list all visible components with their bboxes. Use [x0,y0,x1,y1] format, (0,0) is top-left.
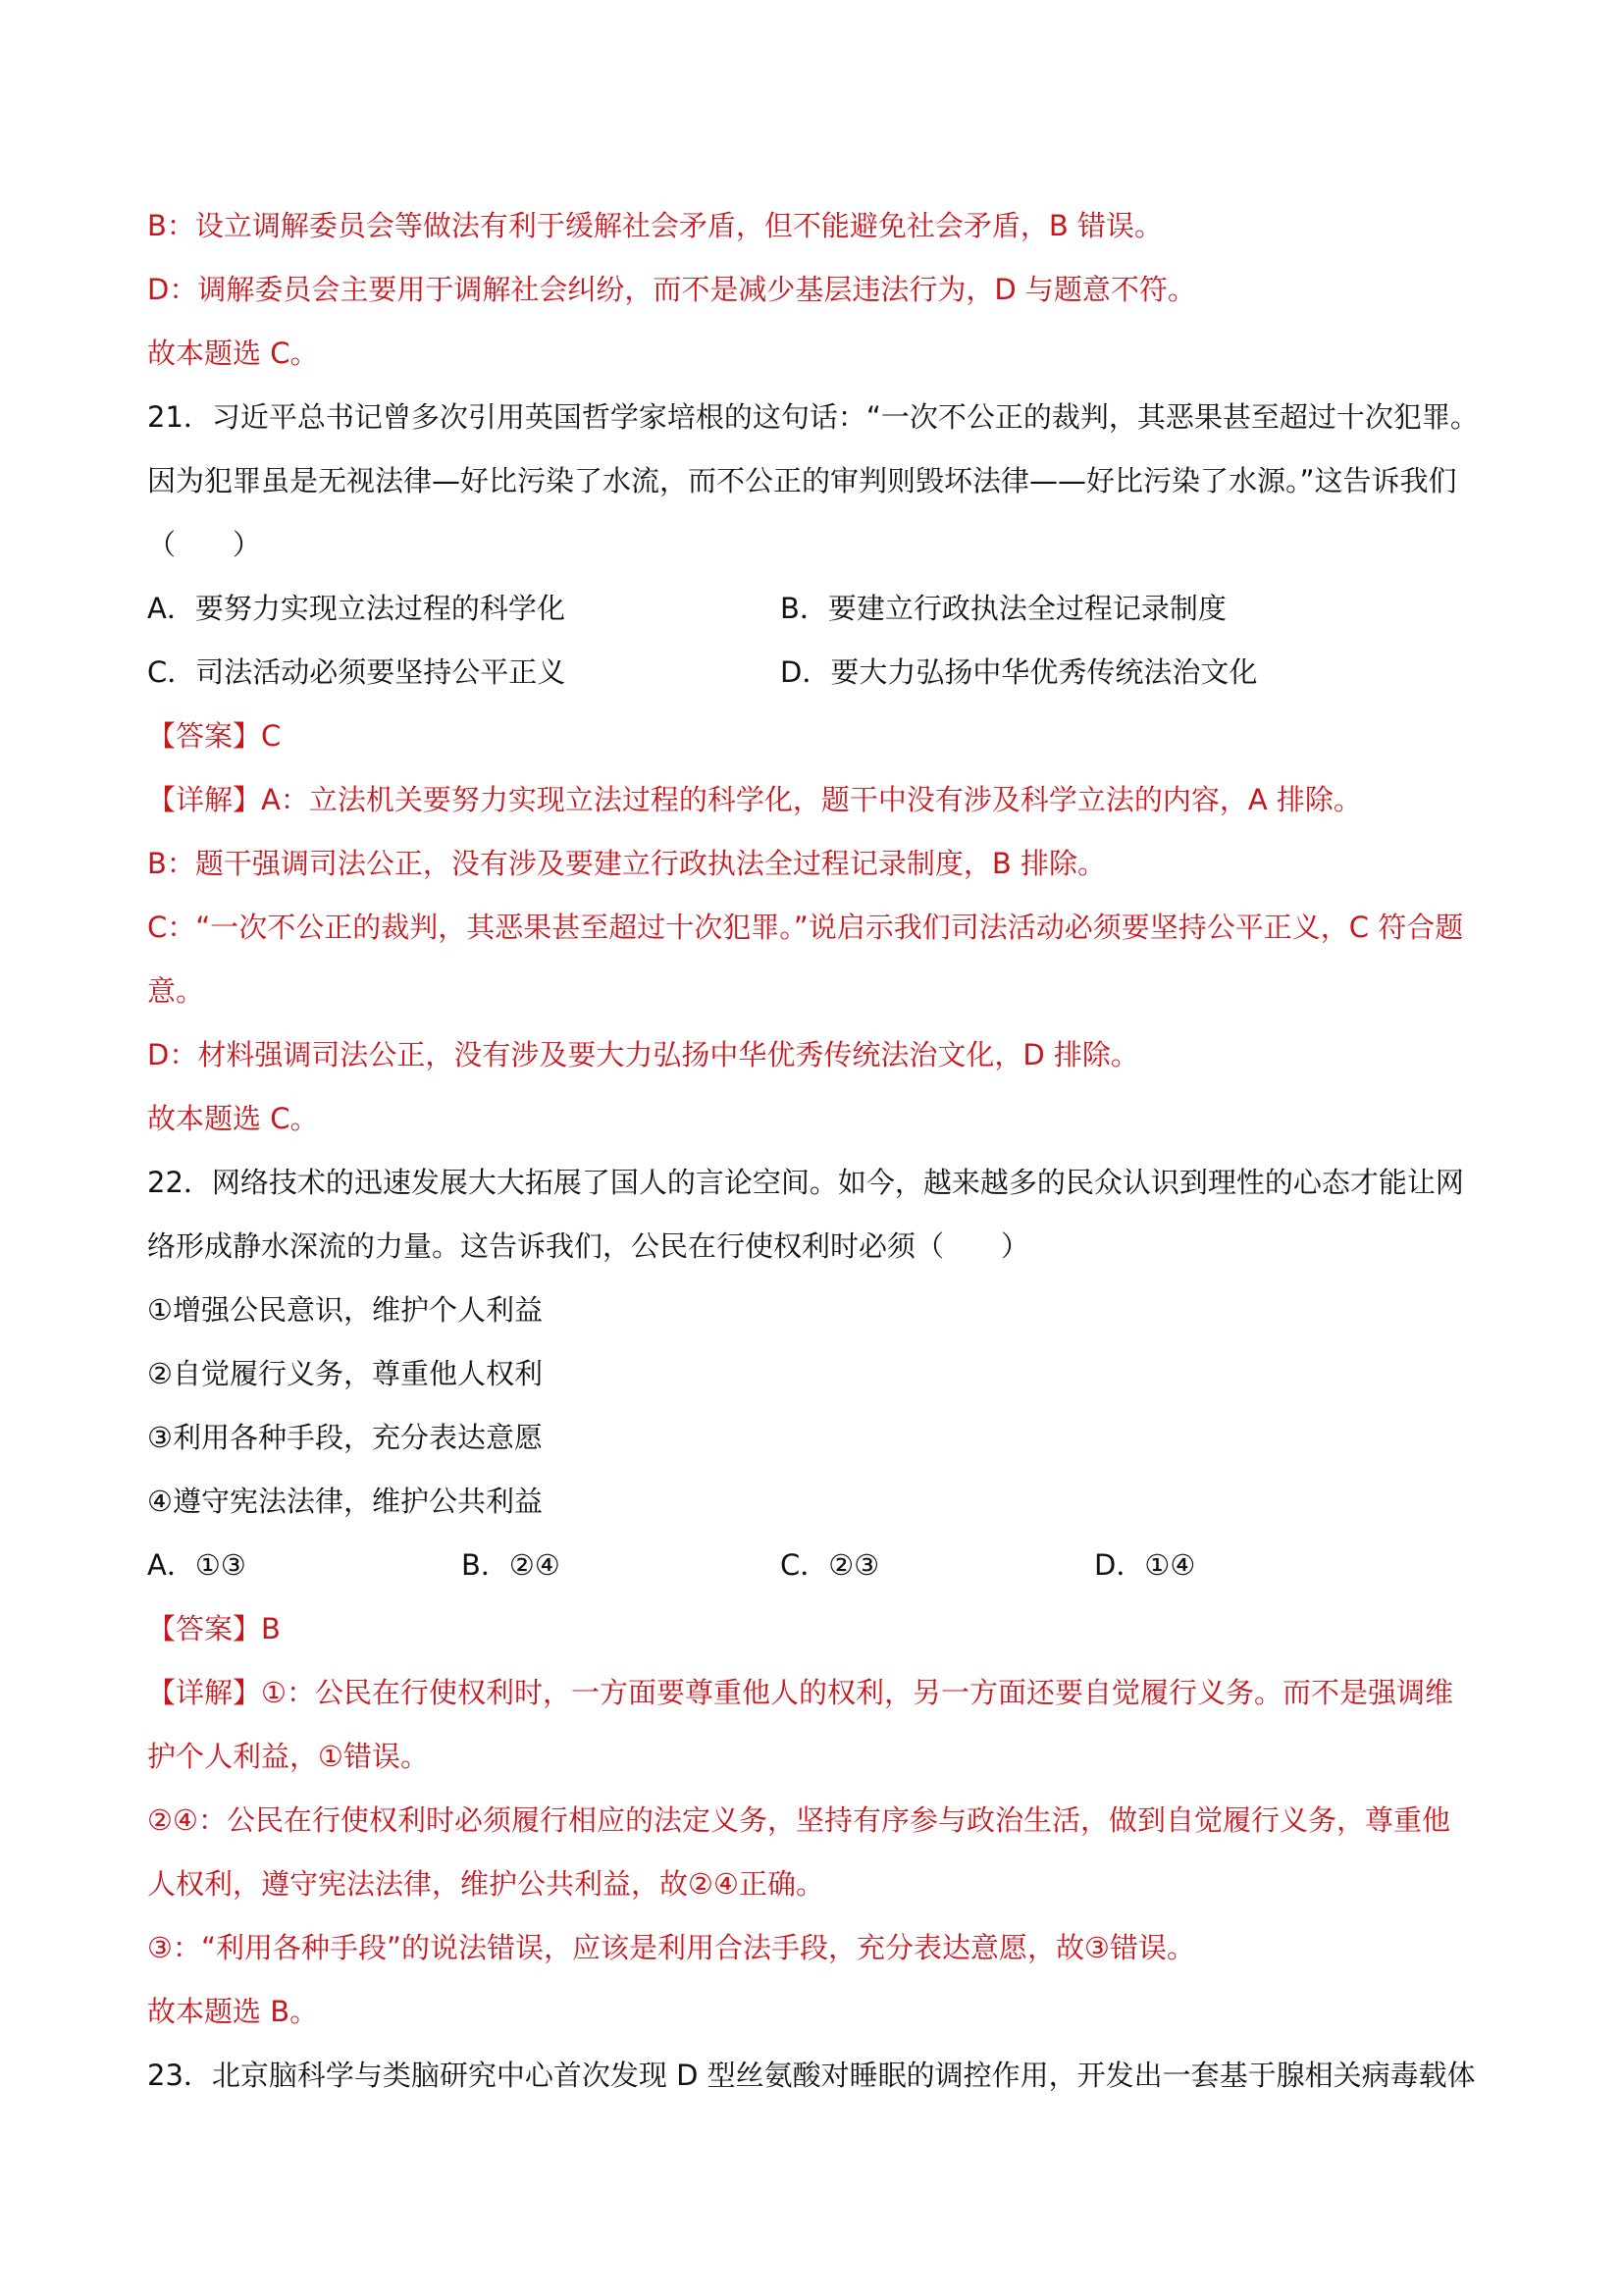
q21-detail-line-3: C：“一次不公正的裁判，其恶果甚至超过十次犯罪。”说启示我们司法活动必须要坚持公平正义，C 符合题 [147,911,1464,944]
q22-answer-label: 【答案】 [147,1612,262,1645]
q21-stem-line-3: （ ） [147,528,262,561]
q22-detail-line-4: 人权利，遵守宪法法律，维护公共利益，故②④正确。 [147,1867,824,1901]
q22-option-b: B．②④ [461,1548,560,1582]
q22-detail-line-3: ②④：公民在行使权利时必须履行相应的法定义务，坚持有序参与政治生活，做到自觉履行义务，尊重他 [147,1803,1450,1837]
q21-stem-line-1: 21．习近平总书记曾多次引用英国哲学家培根的这句话：“一次不公正的裁判，其恶果甚至超过十次犯罪。 [147,400,1479,434]
q21-detail-text-1: A：立法机关要努力实现立法过程的科学化，题干中没有涉及科学立法的内容，A 排除。 [261,783,1362,816]
q21-option-c: C．司法活动必须要坚持公平正义 [147,655,566,689]
q21-option-a: A．要努力实现立法过程的科学化 [147,592,565,625]
q22-detail-label: 【详解】 [147,1676,262,1709]
q22-detail-line-1 [147,1673,1453,1712]
q21-detail-line-1 [147,780,1362,819]
q21-answer-label: 【答案】 [147,719,262,753]
q21-conclusion: 故本题选 C。 [147,1102,319,1135]
q21-detail-line-2: B：题干强调司法公正，没有涉及要建立行政执法全过程记录制度，B 排除。 [147,847,1107,880]
prev-conclusion: 故本题选 C。 [147,337,319,370]
q22-detail-line-2: 护个人利益，①错误。 [147,1740,429,1773]
q22-stem-line-1: 22．网络技术的迅速发展大大拓展了国人的言论空间。如今，越来越多的民众认识到理性的心态才能让网 [147,1166,1464,1199]
prev-detail-d: D：调解委员会主要用于调解社会纠纷，而不是减少基层违法行为，D 与题意不符。 [147,273,1196,306]
q22-conclusion: 故本题选 B。 [147,1995,319,2028]
q22-option-d: D．①④ [1094,1548,1196,1582]
q21-answer-value: C [261,719,282,753]
q22-statement-1: ①增强公民意识，维护个人利益 [147,1293,543,1327]
q22-option-c: C．②③ [780,1548,880,1582]
q22-stem-line-2: 络形成静水深流的力量。这告诉我们，公民在行使权利时必须（ ） [147,1229,1030,1263]
q21-detail-label: 【详解】 [147,783,262,816]
q21-detail-line-4: 意。 [147,974,205,1008]
q22-statement-2: ②自觉履行义务，尊重他人权利 [147,1357,543,1390]
q21-stem-line-2: 因为犯罪虽是无视法律—好比污染了水流，而不公正的审判则毁坏法律——好比污染了水源。”这告诉我们 [147,464,1457,497]
q22-answer-value: B [261,1612,281,1645]
q22-option-a: A．①③ [147,1548,246,1582]
q22-statement-3: ③利用各种手段，充分表达意愿 [147,1421,543,1454]
q21-answer [147,716,281,756]
q21-option-b: B．要建立行政执法全过程记录制度 [780,592,1227,625]
q22-statement-4: ④遵守宪法法律，维护公共利益 [147,1485,543,1518]
q22-detail-line-5: ③：“利用各种手段”的说法错误，应该是利用合法手段，充分表达意愿，故③错误。 [147,1931,1196,1964]
prev-detail-b: B：设立调解委员会等做法有利于缓解社会矛盾，但不能避免社会矛盾，B 错误。 [147,209,1164,242]
q21-option-d: D．要大力弘扬中华优秀传统法治文化 [780,655,1258,689]
q21-detail-line-5: D：材料强调司法公正，没有涉及要大力弘扬中华优秀传统法治文化，D 排除。 [147,1038,1139,1071]
q22-answer [147,1609,281,1648]
q22-detail-text-1: ①：公民在行使权利时，一方面要尊重他人的权利，另一方面还要自觉履行义务。而不是强调维 [261,1676,1454,1709]
q23-stem-line-1: 23．北京脑科学与类脑研究中心首次发现 D 型丝氨酸对睡眠的调控作用，开发出一套基于腺相关病毒载体 [147,2059,1476,2092]
